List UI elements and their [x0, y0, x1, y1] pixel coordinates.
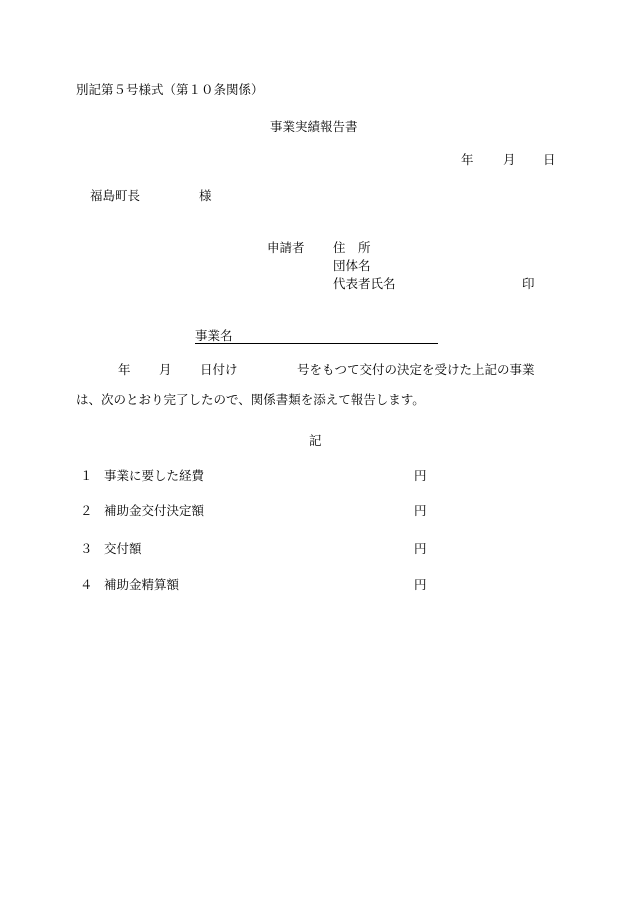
- addressee-name: 福島町長: [90, 188, 141, 203]
- item-unit: 円: [414, 468, 427, 483]
- addressee-honorific: 様: [199, 188, 212, 203]
- project-name-label: 事業名: [195, 328, 233, 343]
- date-month: 月: [503, 152, 516, 167]
- item-unit: 円: [414, 541, 427, 556]
- body-line1-rest: 号をもつて交付の決定を受けた上記の事業: [297, 362, 535, 377]
- date-year: 年: [461, 152, 474, 167]
- item-label: 交付額: [104, 541, 142, 556]
- applicant-label: 申請者: [267, 240, 305, 255]
- item-number: ３: [80, 541, 93, 556]
- document-title: 事業実績報告書: [270, 119, 358, 134]
- item-number: １: [80, 468, 93, 483]
- body-line2: は、次のとおり完了したので、関係書類を添えて報告します。: [76, 392, 425, 407]
- item-unit: 円: [414, 577, 427, 592]
- body-year: 年: [118, 362, 131, 377]
- body-month: 月: [159, 362, 172, 377]
- item-unit: 円: [414, 503, 427, 518]
- applicant-representative-label: 代表者氏名: [333, 276, 396, 291]
- date-day: 日: [543, 152, 556, 167]
- item-number: ２: [80, 503, 93, 518]
- item-label: 事業に要した経費: [104, 468, 205, 483]
- body-date-suffix: 日付け: [200, 362, 238, 377]
- ki-heading: 記: [309, 433, 322, 448]
- item-label: 補助金交付決定額: [104, 503, 205, 518]
- item-number: ４: [80, 577, 93, 592]
- item-label: 補助金精算額: [104, 577, 180, 592]
- seal-mark: 印: [522, 276, 535, 291]
- project-name-underline: [195, 343, 438, 344]
- form-number: 別記第５号様式（第１０条関係）: [76, 82, 264, 97]
- applicant-organization-label: 団体名: [333, 258, 371, 273]
- applicant-address-label: 住 所: [333, 240, 371, 255]
